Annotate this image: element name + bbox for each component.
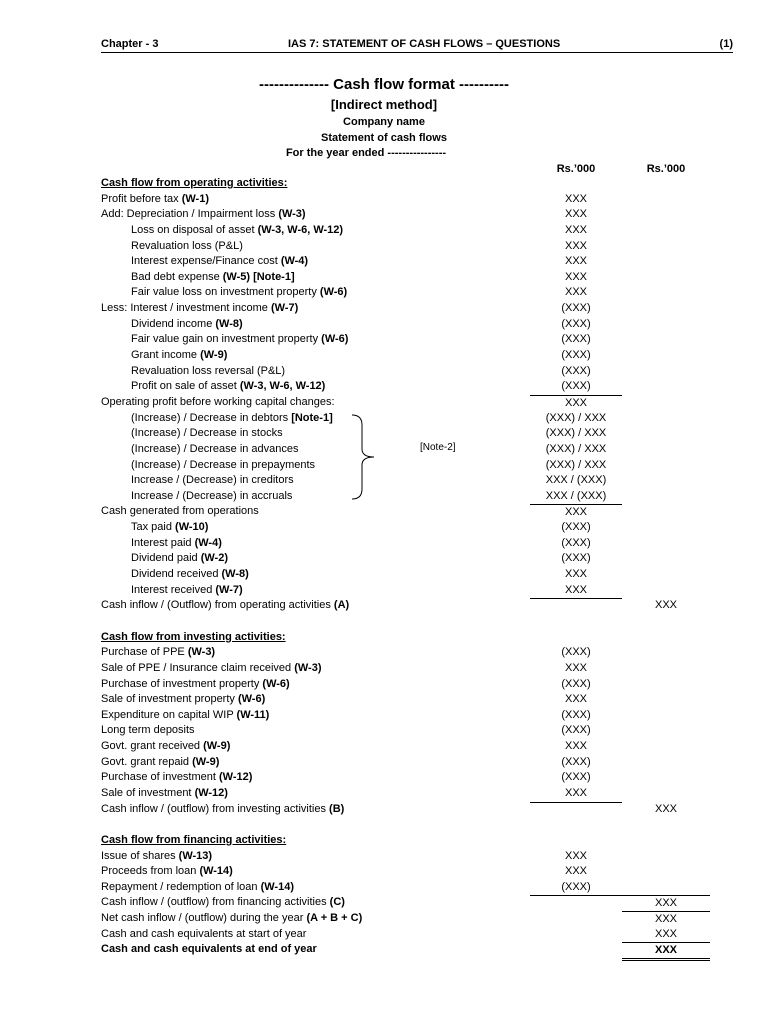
row-label [101,723,195,739]
table-row [0,770,768,786]
row-label [101,770,252,786]
table-row [0,207,768,223]
amount-col-1: XXX [564,740,587,753]
year-ended: For the year ended ---------------- [285,147,447,159]
working-reference: (W-6) [319,286,348,299]
working-reference: (W-3) [294,661,322,674]
row-label-text: Purchase of PPE [101,646,188,659]
row-label [131,332,348,348]
row-label-text: Increase / (Decrease) in creditors [131,474,294,487]
amount-col-1: (XXX) [561,380,591,393]
row-label [101,192,209,208]
column-header-2: Rs.’000 [646,163,686,175]
row-label-text: Add: Depreciation / Impairment loss [101,208,279,221]
row-label [131,364,285,380]
row-label-text: Cash inflow / (Outflow) from operating activities [101,599,334,612]
working-reference: (W-8) [221,568,249,581]
working-reference: (W-10) [175,521,209,534]
table-row [0,442,768,458]
table-row [0,426,768,442]
working-reference: (W-7) [215,583,243,596]
row-label-text: Profit on sale of asset [131,380,240,393]
working-reference: (W-2) [200,552,228,565]
row-label [101,880,294,896]
row-label-text: Cash generated from operations [101,505,259,518]
working-reference: (W-3) [278,208,306,221]
table-row [0,176,768,192]
working-reference: (A) [333,599,350,612]
amount-col-1 [530,802,622,818]
row-label-text: Revaluation loss reversal (P&L) [131,364,286,377]
working-reference: (W-4) [280,255,309,268]
working-reference: (W-3, W-6, W-12) [239,380,326,393]
table-row [0,379,768,395]
working-reference: (W-7) [270,302,299,315]
amount-col-1: XXX [564,270,587,283]
amount-col-1: (XXX) [561,755,591,768]
table-row [0,864,768,880]
working-reference: [Note-1] [291,411,333,424]
table-row [0,833,768,849]
table-row [0,911,768,927]
statement-title: Statement of cash flows [321,132,447,144]
working-reference: (B) [329,802,345,815]
section-heading [101,630,286,646]
table-row [0,239,768,255]
working-reference: (W-5) [Note-1] [222,270,295,283]
working-capital-brace [350,413,380,501]
section-heading [101,833,286,849]
row-label [101,755,219,771]
row-label [101,802,344,818]
row-label [131,270,295,286]
working-reference: (W-9) [192,755,220,768]
row-label [131,520,208,536]
amount-col-2: XXX [622,942,710,961]
table-row [0,849,768,865]
amount-col-1: XXX / (XXX) [545,474,607,487]
row-label-text: (Increase) / Decrease in advances [131,442,299,455]
amount-col-1: (XXX) [561,677,591,690]
table-row [0,677,768,693]
row-label-text: Dividend paid [131,552,201,565]
amount-col-1: XXX [564,568,587,581]
table-row [0,786,768,802]
amount-col-1: XXX [564,192,587,205]
table-row [0,411,768,427]
working-reference: (W-12) [219,771,253,784]
row-label [101,692,265,708]
row-label-text: Govt. grant repaid [101,755,193,768]
table-row [0,739,768,755]
table-row [0,927,768,943]
method-title: [Indirect method] [330,97,438,112]
row-label [101,207,306,223]
table-row [0,536,768,552]
amount-col-1: (XXX) [561,552,591,565]
amount-col-2: XXX [654,599,677,612]
row-label [131,473,294,489]
row-label [131,348,227,364]
table-row [0,520,768,536]
amount-col-2: XXX [654,802,677,815]
row-label [101,395,335,411]
table-row [0,473,768,489]
amount-col-1: (XXX) / XXX [545,411,607,424]
row-label-text: Purchase of investment [101,771,220,784]
amount-col-1: (XXX) [561,302,591,315]
row-label [101,786,228,802]
format-title: -------------- Cash flow format ---------- [259,76,509,93]
amount-col-1: XXX [564,223,587,236]
amount-col-1: (XXX) / XXX [545,458,607,471]
header-title: IAS 7: STATEMENT OF CASH FLOWS – QUESTIONS [288,38,561,50]
row-label-text: Repayment / redemption of loan [101,880,261,893]
table-row [0,645,768,661]
cash-flow-table [0,176,768,958]
amount-col-1: (XXX) [561,880,591,893]
page-header [101,38,733,52]
row-label-text: Interest expense/Finance cost [131,255,281,268]
row-label-text: Loss on disposal of asset [131,223,258,236]
table-row [0,364,768,380]
table-row [0,708,768,724]
amount-col-1: XXX [530,504,622,520]
amount-col-1: XXX [564,208,587,221]
row-label [131,285,347,301]
working-reference: (A + B + C) [306,912,363,925]
row-label [131,489,292,505]
amount-col-1: (XXX) [561,317,591,330]
row-label [101,661,322,677]
amount-col-1: (XXX) [561,521,591,534]
row-label [101,895,345,911]
table-row [0,489,768,505]
amount-col-1: (XXX) [561,349,591,362]
amount-col-1 [530,598,622,614]
row-label-text: Operating profit before working capital changes: [101,395,335,408]
page-number: (1) [719,38,733,50]
amount-col-2: XXX [654,927,677,940]
row-label-text: Cash flow from financing activities: [101,833,287,846]
table-row [0,614,768,630]
column-header-1: Rs.’000 [556,163,596,175]
table-row [0,598,768,614]
row-label [131,317,243,333]
amount-col-1: XXX [530,395,622,411]
amount-col-1: (XXX) / XXX [545,427,607,440]
amount-col-1: XXX [564,239,587,252]
working-reference: (C) [329,896,345,909]
table-row [0,332,768,348]
row-label-text: Interest received [131,583,216,596]
row-label-text: Bad debt expense [131,270,223,283]
working-reference: (W-11) [236,708,270,721]
table-row [0,583,768,599]
row-label-text: Profit before tax [101,192,182,205]
section-heading [101,176,287,192]
row-label-text: (Increase) / Decrease in stocks [131,427,283,440]
row-label-text: Sale of PPE / Insurance claim received [101,661,295,674]
row-label-text: Dividend received [131,568,222,581]
row-label [131,551,228,567]
working-reference: (W-3, W-6, W-12) [257,223,344,236]
row-label-text: Interest paid [131,536,195,549]
table-row [0,270,768,286]
table-row [0,285,768,301]
working-reference: (W-6) [321,333,349,346]
row-label-text: Tax paid [131,521,176,534]
row-label-text: (Increase) / Decrease in prepayments [131,458,316,471]
row-label-text: Issue of shares [101,849,179,862]
row-label-text: Long term deposits [101,724,195,737]
row-label-text: Revaluation loss (P&L) [131,239,243,252]
row-label [101,849,212,865]
working-reference: (W-6) [262,677,290,690]
row-label-text: Cash inflow / (outflow) from financing activities [101,896,330,909]
row-label [101,927,306,943]
amount-col-1: XXX [564,661,587,674]
note-2-label: [Note-2] [420,442,456,453]
row-label-text: Net cash inflow / (outflow) during the year [101,912,307,925]
table-row [0,692,768,708]
row-label [101,739,230,755]
row-label-text: Cash and cash equivalents at end of year [101,943,317,956]
table-row [0,192,768,208]
row-label-text: Fair value loss on investment property [131,286,320,299]
amount-col-1: (XXX) [561,771,591,784]
row-label-text: Cash flow from investing activities: [101,630,286,643]
amount-col-1: XXX [564,865,587,878]
amount-col-1: (XXX) [561,646,591,659]
row-label-text: Govt. grant received [101,740,204,753]
row-label-text: Cash inflow / (outflow) from investing activities [101,802,330,815]
table-row [0,223,768,239]
row-label [131,223,343,239]
row-label [131,536,222,552]
amount-col-1: XXX [564,786,587,799]
row-label-text: Dividend income [131,317,216,330]
table-row [0,895,768,911]
amount-col-1: XXX [564,286,587,299]
working-reference: (W-9) [200,349,228,362]
amount-col-2: XXX [622,895,710,911]
row-label [131,411,333,427]
working-reference: (W-4) [194,536,222,549]
amount-col-1: (XXX) [561,724,591,737]
working-reference: (W-13) [178,849,213,862]
row-label-text: (Increase) / Decrease in debtors [131,411,292,424]
amount-col-1: (XXX) [561,364,591,377]
working-reference: (W-9) [203,740,231,753]
row-label [101,864,233,880]
header-rule [101,52,733,53]
row-label [101,598,349,614]
row-label-text: Increase / (Decrease) in accruals [131,489,293,502]
working-reference: (W-14) [199,865,233,878]
amount-col-1: XXX [564,849,587,862]
table-row [0,802,768,818]
row-label [131,379,325,395]
table-row [0,348,768,364]
working-reference: (W-12) [194,786,228,799]
row-label-text: Fair value gain on investment property [131,333,322,346]
amount-col-1: (XXX) [561,536,591,549]
working-reference: (W-14) [260,880,294,893]
row-label [101,708,269,724]
table-row [0,817,768,833]
amount-col-1: XXX [564,693,587,706]
table-row [0,504,768,520]
row-label-text: Purchase of investment property [101,677,263,690]
row-label [131,583,243,599]
table-row [0,317,768,333]
table-row [0,755,768,771]
row-label [131,458,315,474]
row-label-text: Cash flow from operating activities: [101,177,288,189]
row-label [101,677,290,693]
row-label-text: Expenditure on capital WIP [101,708,237,721]
row-label-text: Sale of investment property [101,693,238,706]
table-row [0,301,768,317]
row-label [131,442,299,458]
table-row [0,551,768,567]
company-name: Company name [343,116,425,128]
amount-col-1: (XXX) / XXX [545,442,607,455]
amount-col-1: (XXX) [561,708,591,721]
row-label [101,301,298,317]
table-row [0,458,768,474]
table-row [0,395,768,411]
table-row [0,880,768,896]
row-label [101,645,215,661]
amount-col-2: XXX [622,911,710,927]
row-label [131,426,283,442]
row-label [131,254,308,270]
row-label [101,942,317,958]
row-label-text: Less: Interest / investment income [101,302,271,315]
table-row [0,254,768,270]
row-label-text: Grant income [131,349,201,362]
row-label [101,504,259,520]
amount-col-1: XXX [564,583,587,596]
row-label [101,911,362,927]
amount-col-1: (XXX) [561,333,591,346]
amount-col-1: XXX / (XXX) [545,489,607,502]
amount-col-1: XXX [564,255,587,268]
working-reference: (W-8) [215,317,243,330]
table-row [0,661,768,677]
table-row [0,567,768,583]
row-label-text: Proceeds from loan [101,865,200,878]
working-reference: (W-6) [237,693,266,706]
table-row [0,630,768,646]
row-label-text: Sale of investment [101,786,195,799]
amount-col-1 [530,895,622,911]
row-label [131,239,243,255]
row-label-text: Cash and cash equivalents at start of year [101,927,307,940]
working-reference: (W-1) [181,192,209,205]
table-row [0,942,768,958]
row-label [131,567,249,583]
chapter-label: Chapter - 3 [101,38,159,50]
working-reference: (W-3) [187,646,216,659]
table-row [0,723,768,739]
